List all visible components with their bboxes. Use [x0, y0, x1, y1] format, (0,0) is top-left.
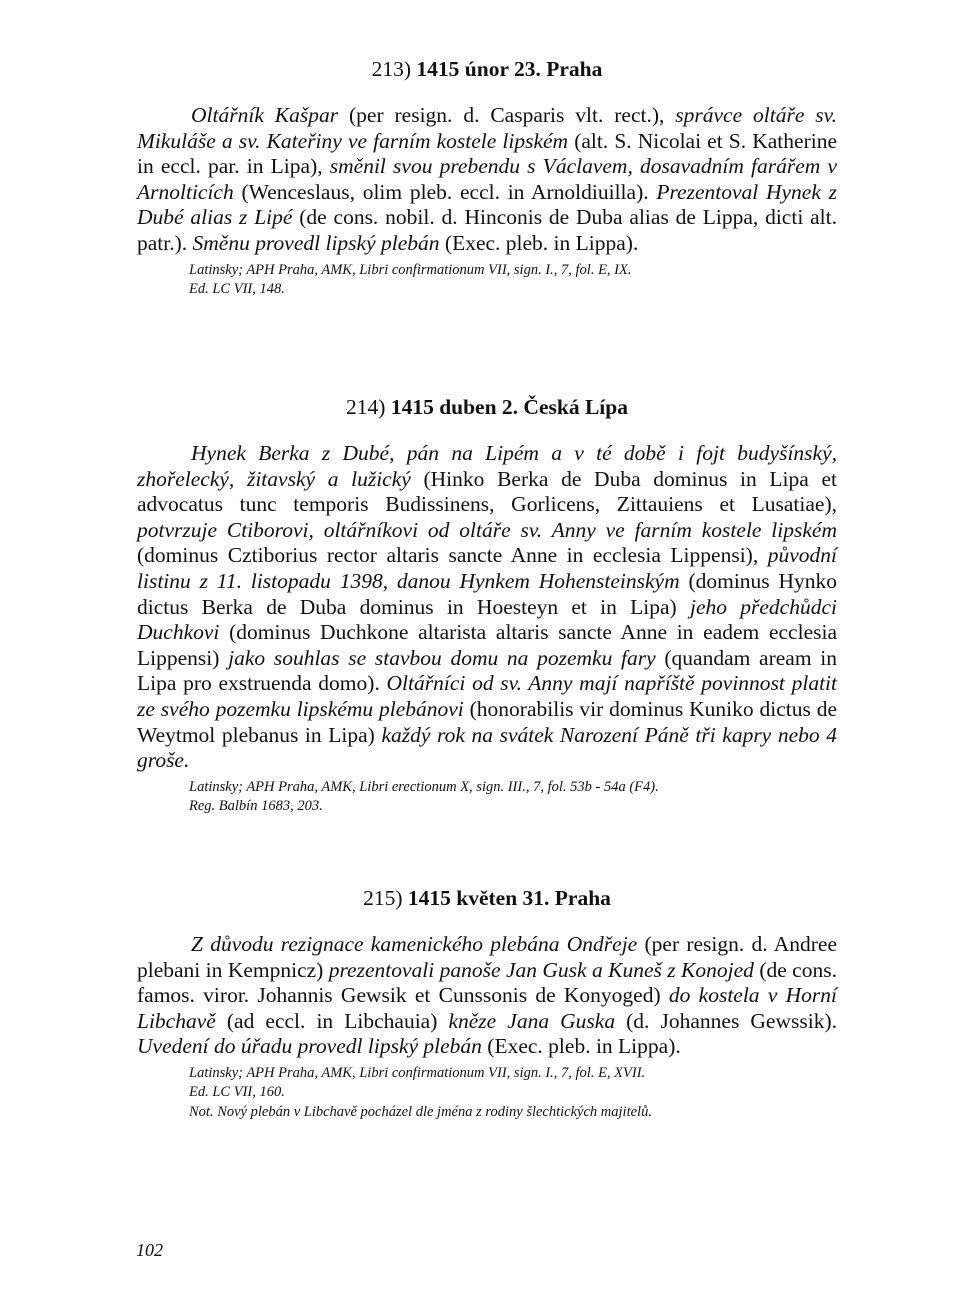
- text-run: (honorabilis vir dominus Kuniko dictus de Weytmol plebanus in Lipa): [137, 696, 837, 747]
- text-run: (d. Johannes Gewssik).: [615, 1008, 837, 1033]
- italic-text-run: potvrzuje Ctiborovi, oltářníkovi od oltáře sv. Anny ve farním kostele lipském: [137, 517, 837, 542]
- entry-214: [137, 395, 837, 817]
- entry-date: 1415 únor 23. Praha: [416, 57, 603, 81]
- italic-text-run: Uvedení do úřadu provedl lipský plebán: [137, 1034, 482, 1059]
- text-run: (de cons. nobil. d. Hinconis de Duba alias de Lippa, dicti alt. patr.).: [137, 205, 837, 255]
- italic-text-run: Prezentoval Hynek z Dubé alias z Lipé: [137, 179, 837, 230]
- source-line: Latinsky; APH Praha, AMK, Libri confirmationum VII, sign. I., 7, fol. E, IX.: [189, 261, 632, 278]
- entry-heading: [137, 395, 837, 420]
- entry-heading: [137, 886, 837, 911]
- text-run: (de cons. famos. viror. Johannis Gewsik et Cunssonis de Konyoged): [137, 957, 837, 1008]
- entry-body: [137, 103, 837, 257]
- text-run: (dominus Cztiborius rector altaris sancte Anne in ecclesia Lippensi),: [137, 543, 768, 568]
- source-line: Ed. LC VII, 160.: [189, 1084, 285, 1101]
- text-run: (Exec. pleb. in Lippa).: [439, 230, 639, 255]
- italic-text-run: Oltářník Kašpar: [191, 103, 339, 127]
- text-run: (alt. S. Nicolai et S. Katherine in eccl. par. in Lipa),: [137, 128, 838, 179]
- italic-text-run: správce oltáře sv. Mikuláše a sv. Kateřiny ve farním kostele lipském: [137, 103, 837, 153]
- source-line: Latinsky; APH Praha, AMK, Libri erectionum X, sign. III., 7, fol. 53b - 54a (F4).: [189, 778, 659, 795]
- text-run: (quandam aream in Lipa pro exstruenda domo).: [137, 645, 837, 696]
- entry-date: 1415 duben 2. Česká Lípa: [390, 395, 628, 419]
- italic-text-run: Směnu provedl lipský plebán: [192, 230, 440, 255]
- entry-number: 214): [346, 395, 386, 419]
- text-run: (Exec. pleb. in Lippa).: [481, 1034, 681, 1059]
- italic-text-run: jeho předchůdci Duchkovi: [137, 594, 837, 645]
- italic-text-run: původní listinu z 11. listopadu 1398, danou Hynkem Hohensteinským: [137, 543, 837, 593]
- italic-text-run: Oltářníci od sv. Anny mají napříště povinnost platit ze svého pozemku lipskému plebánovi: [137, 671, 837, 721]
- entry-date: 1415 květen 31. Praha: [407, 886, 611, 910]
- source-line: Latinsky; APH Praha, AMK, Libri confirmationum VII, sign. I., 7, fol. E, XVII.: [189, 1064, 646, 1081]
- text-run: (per resign. d. Casparis vlt. rect.),: [338, 103, 676, 127]
- italic-text-run: prezentovali panoše Jan Gusk a Kuneš z Konojed: [328, 957, 754, 982]
- entry-heading: [137, 57, 837, 82]
- italic-text-run: Z důvodu rezignace kamenického plebána Ondřeje: [191, 932, 638, 956]
- text-run: (ad eccl. in Libchauia): [215, 1008, 449, 1033]
- italic-text-run: do kostela v Horní Libchavě: [137, 983, 837, 1033]
- entry-sources: [189, 261, 837, 300]
- page-number: 102: [136, 1240, 163, 1260]
- text-run: (Hinko Berka de Duba dominus in Lipa et advocatus tunc temporis Budissinens, Gorlicens, Zittauiens et Lusatiae),: [137, 466, 837, 517]
- text-run: (dominus Hynko dictus Berka de Duba dominus in Hoesteyn et in Lipa): [137, 568, 838, 619]
- source-line: Not. Nový plebán v Libchavě pocházel dle jména z rodiny šlechtických majitelů.: [189, 1103, 652, 1120]
- italic-text-run: směnil svou prebendu s Václavem, dosavadním farářem v Arnolticích: [137, 154, 838, 204]
- entry-215: [137, 886, 837, 1122]
- italic-text-run: kněze Jana Guska: [448, 1008, 616, 1033]
- entry-body: [137, 441, 837, 774]
- entry-number: 213): [371, 57, 412, 81]
- italic-text-run: jako souhlas se stavbou domu na pozemku fary: [228, 645, 656, 670]
- source-line: Reg. Balbín 1683, 203.: [189, 798, 323, 815]
- text-run: (dominus Duchkone altarista altaris sancte Anne in eadem ecclesia Lippensi): [137, 620, 837, 670]
- italic-text-run: každý rok na svátek Narození Páně tři kapry nebo 4 groše.: [137, 722, 837, 773]
- entry-sources: [189, 1064, 837, 1123]
- entry-213: [137, 57, 837, 300]
- entry-body: [137, 932, 837, 1060]
- text-run: (per resign. d. Andree plebani in Kempnicz): [137, 932, 837, 982]
- source-line: Ed. LC VII, 148.: [189, 281, 285, 298]
- text-run: (Wenceslaus, olim pleb. eccl. in Arnoldiuilla).: [233, 179, 657, 204]
- italic-text-run: Hynek Berka z Dubé, pán na Lipém a v té době i fojt budyšínský, zhořelecký, žitavský a lužický: [137, 441, 837, 491]
- entry-sources: [189, 778, 837, 817]
- entry-number: 215): [363, 886, 403, 910]
